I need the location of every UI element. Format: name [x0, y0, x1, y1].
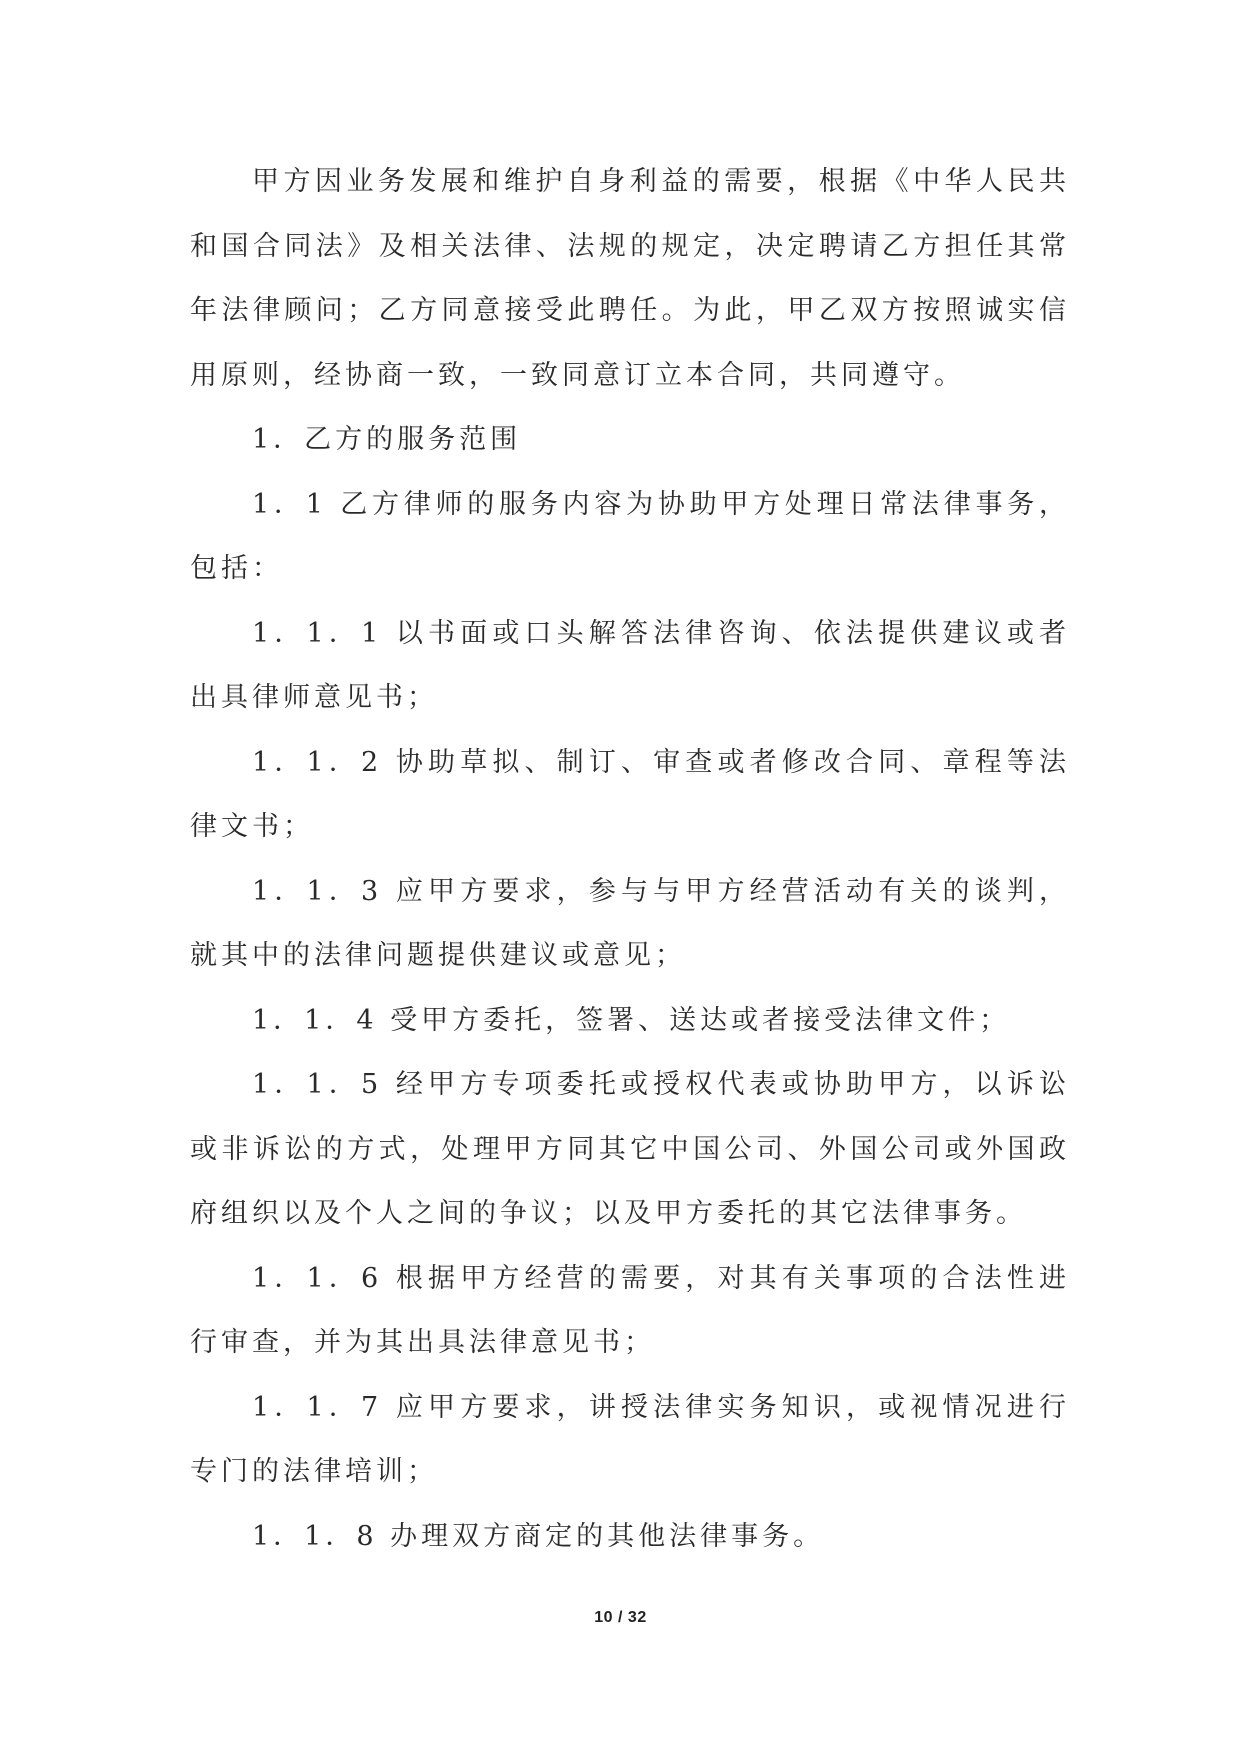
clause-1-1: 1．1 乙方律师的服务内容为协助甲方处理日常法律事务，包括：: [190, 488, 1070, 584]
clause-1-1-3: 1．1．3 应甲方要求，参与与甲方经营活动有关的谈判，就其中的法律问题提供建议或意见；: [190, 875, 1070, 971]
clause-1-1-7: 1．1．7 应甲方要求，讲授法律实务知识，或视情况进行专门的法律培训；: [190, 1391, 1070, 1487]
clause-1-1-2: 1．1．2 协助草拟、制订、审查或者修改合同、章程等法律文书；: [190, 746, 1070, 842]
page-number: 10 / 32: [594, 1609, 647, 1626]
clause-1-1-6: 1．1．6 根据甲方经营的需要，对其有关事项的合法性进行审查，并为其出具法律意见书；: [190, 1262, 1070, 1358]
clause-1-1-8: 1．1．8 办理双方商定的其他法律事务。: [252, 1520, 825, 1552]
document-body: [190, 150, 1070, 1569]
clause-1-1-1: 1．1．1 以书面或口头解答法律咨询、依法提供建议或者出具律师意见书；: [190, 617, 1070, 713]
clause-1-1-4: 1．1．4 受甲方委托，签署、送达或者接受法律文件；: [252, 1004, 1011, 1036]
section-heading-service-scope: 1．乙方的服务范围: [252, 424, 522, 455]
paragraph-preamble: 甲方因业务发展和维护自身利益的需要，根据《中华人民共和国合同法》及相关法律、法规的规定，决定聘请乙方担任其常年法律顾问；乙方同意接受此聘任。为此，甲乙双方按照诚实信用原则，经协商一致，一致同意订立本合同，共同遵守。: [190, 166, 1070, 391]
clause-1-1-5: 1．1．5 经甲方专项委托或授权代表或协助甲方，以诉讼或非诉讼的方式，处理甲方同其它中国公司、外国公司或外国政府组织以及个人之间的争议；以及甲方委托的其它法律事务。: [190, 1069, 1070, 1229]
